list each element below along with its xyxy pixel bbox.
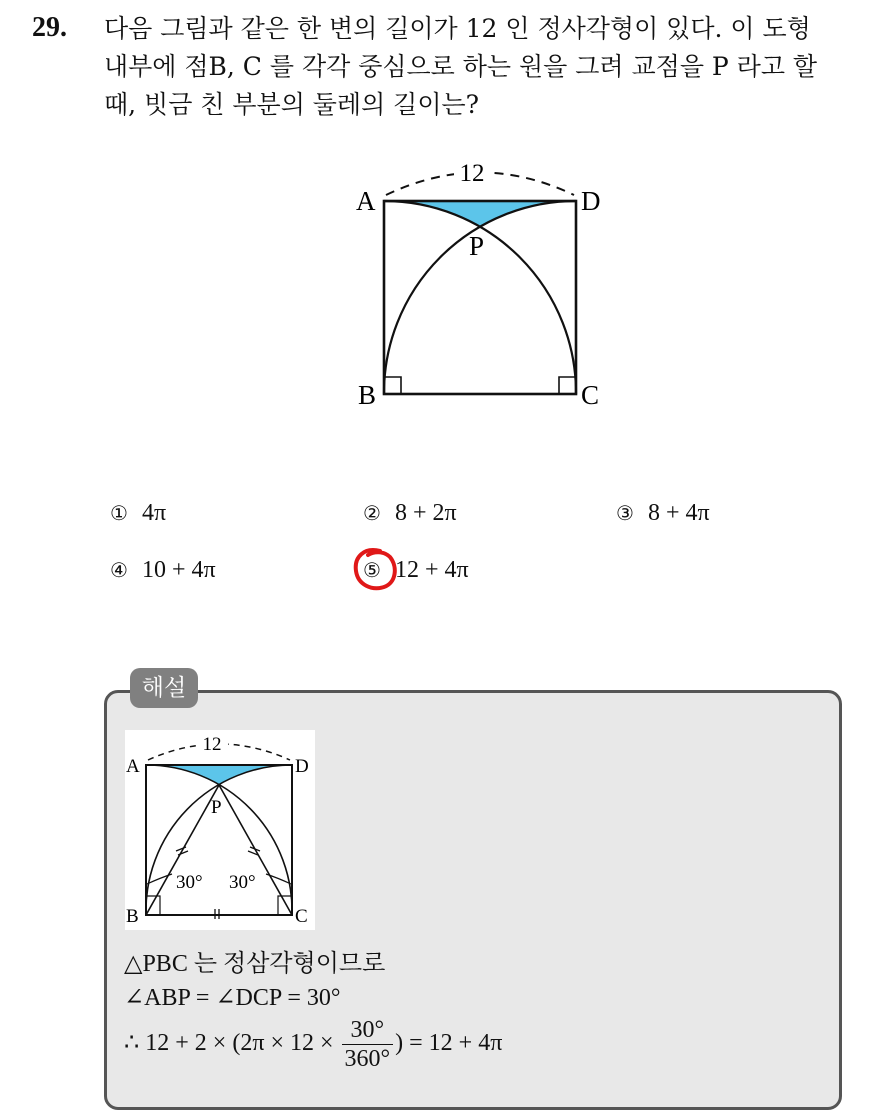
square <box>384 201 576 394</box>
solution-label-d: D <box>295 756 309 777</box>
solution-tab-label: 해설 <box>130 668 198 708</box>
right-angle-mark-b <box>384 377 401 394</box>
choice-2[interactable] <box>363 500 457 527</box>
choice-4-text: 10 + 4π <box>141 557 216 583</box>
solution-label-b: B <box>126 906 139 927</box>
solution-line-1: △PBC 는 정삼각형이므로 <box>124 951 386 977</box>
solution-label-c: C <box>295 906 308 927</box>
solution-label-a: A <box>126 756 140 777</box>
arc-centered-c <box>384 201 576 394</box>
choice-3-mark: ③ <box>616 501 634 525</box>
solution-side-label: 12 <box>202 734 222 755</box>
question-number: 29. <box>32 12 67 43</box>
question-text-line-2: 내부에 점B, C 를 각각 중심으로 하는 원을 그려 교점을 P 라고 할 <box>104 52 818 81</box>
solution-line-3-prefix: ∴ 12 + 2 × (2π × 12 × <box>124 1030 340 1057</box>
label-d: D <box>581 186 601 216</box>
choice-2-mark: ② <box>363 501 381 525</box>
fraction-denominator: 360° <box>344 1046 391 1072</box>
choice-1[interactable] <box>110 500 166 527</box>
shaded-region <box>384 201 576 227</box>
question-text-line-1: 다음 그림과 같은 한 변의 길이가 12 인 정사각형이 있다. 이 도형 <box>104 14 811 43</box>
choice-4-mark: ④ <box>110 558 128 582</box>
square-arc-figure <box>340 150 620 420</box>
choice-1-text: 4π <box>141 500 167 526</box>
solution-label-p: P <box>211 797 222 818</box>
solution-line-3-suffix: ) = 12 + 4π <box>395 1030 503 1057</box>
solution-line-2: ∠ABP = ∠DCP = 30° <box>124 985 341 1011</box>
choice-2-text: 8 + 2π <box>394 500 457 526</box>
question-text-line-3: 때, 빗금 친 부분의 둘레의 길이는? <box>104 90 480 119</box>
answer-circle-mark <box>350 545 402 595</box>
side-length-label: 12 <box>459 160 485 187</box>
choice-3-text: 8 + 4π <box>647 500 710 526</box>
label-b: B <box>358 380 377 410</box>
choice-5-mark: ⑤ <box>363 558 381 582</box>
choice-5-text: 12 + 4π <box>394 557 469 583</box>
label-p: P <box>469 231 485 261</box>
angle-label-left: 30° <box>176 872 203 893</box>
label-a: A <box>356 186 376 216</box>
label-c: C <box>581 380 600 410</box>
arc-centered-b <box>384 201 576 394</box>
choice-1-mark: ① <box>110 501 128 525</box>
fraction-numerator: 30° <box>342 1016 394 1045</box>
choice-4[interactable] <box>110 557 216 584</box>
solution-figure <box>125 730 315 930</box>
right-angle-mark-c <box>559 377 576 394</box>
fraction <box>342 1016 394 1073</box>
choice-3[interactable] <box>616 500 710 527</box>
angle-label-right: 30° <box>229 872 256 893</box>
solution-line-3 <box>124 1016 502 1073</box>
